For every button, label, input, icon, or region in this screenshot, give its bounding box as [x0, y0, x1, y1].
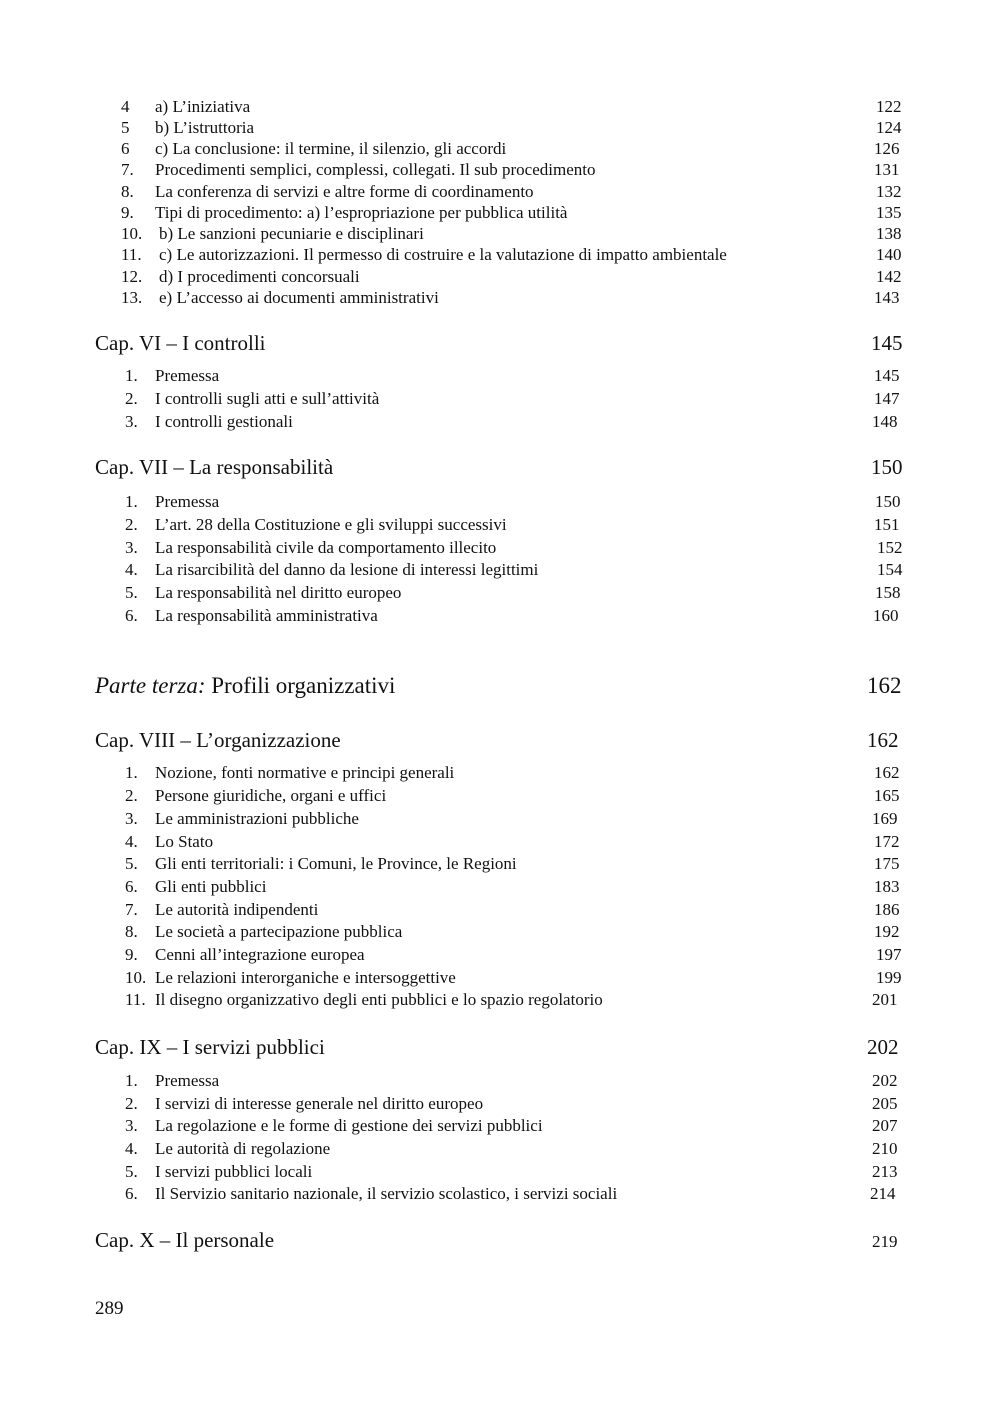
entry-page: 148	[872, 412, 898, 431]
entry-number: 6.	[125, 877, 138, 896]
entry-title: b) L’istruttoria	[155, 118, 254, 137]
entry-page: 160	[873, 606, 899, 625]
entry-title: Persone giuridiche, organi e uffici	[155, 786, 387, 805]
entry-title: I controlli gestionali	[155, 412, 293, 431]
toc-entry	[0, 266, 1000, 288]
entry-title: b) Le sanzioni pecuniarie e disciplinari	[159, 224, 424, 243]
toc-entry	[0, 853, 1000, 875]
entry-number: 7.	[121, 160, 134, 179]
toc-entry	[0, 1161, 1000, 1183]
entry-page: 205	[872, 1094, 898, 1113]
entry-title: Gli enti pubblici	[155, 877, 267, 896]
toc-entry	[0, 1138, 1000, 1160]
toc-entry	[0, 605, 1000, 627]
entry-title: Le autorità di regolazione	[155, 1139, 331, 1158]
entry-page: 138	[876, 224, 902, 243]
entry-page: 207	[872, 1116, 898, 1135]
entry-number: 1.	[125, 763, 138, 782]
chapter-heading	[0, 726, 1000, 754]
entry-title: La regolazione e le forme di gestione dei servizi pubblici	[155, 1116, 543, 1135]
entry-title: Il disegno organizzativo degli enti pubblici e lo spazio regolatorio	[155, 990, 603, 1009]
entry-title: La conferenza di servizi e altre forme di coordinamento	[155, 182, 534, 201]
entry-title: Procedimenti semplici, complessi, collegati. Il sub procedimento	[155, 160, 596, 179]
toc-entry	[0, 159, 1000, 181]
entry-page: 126	[874, 139, 900, 158]
chapter-title: Cap. IX – I servizi pubblici	[95, 1035, 325, 1059]
chapter-heading	[0, 453, 1000, 481]
toc-entry	[0, 1070, 1000, 1092]
entry-title: Lo Stato	[155, 832, 214, 851]
toc-entry	[0, 117, 1000, 139]
entry-page: 154	[877, 560, 903, 579]
entry-number: 2.	[125, 1094, 138, 1113]
toc-entry	[0, 785, 1000, 807]
entry-number: 8.	[121, 182, 134, 201]
chapter-page: 162	[867, 728, 899, 752]
entry-number: 4.	[125, 560, 138, 579]
entry-title: Premessa	[155, 1071, 220, 1090]
entry-title: e) L’accesso ai documenti amministrativi	[159, 288, 439, 307]
entry-page: 143	[874, 288, 900, 307]
entry-title: c) Le autorizzazioni. Il permesso di costruire e la valutazione di impatto ambientale	[159, 245, 727, 264]
entry-title: I controlli sugli atti e sull’attività	[155, 389, 380, 408]
entry-page: 142	[876, 267, 902, 286]
entry-page: 150	[875, 492, 901, 511]
entry-number: 3.	[125, 1116, 138, 1135]
toc-entry	[0, 899, 1000, 921]
toc-entry	[0, 582, 1000, 604]
entry-title: Il Servizio sanitario nazionale, il servizio scolastico, i servizi sociali	[155, 1184, 618, 1203]
toc-entry	[0, 559, 1000, 581]
entry-number: 10.	[125, 968, 147, 987]
part-heading	[0, 671, 1000, 701]
toc-entry	[0, 244, 1000, 266]
entry-title: Nozione, fonti normative e principi generali	[155, 763, 455, 782]
entry-page: 214	[870, 1184, 896, 1203]
entry-title: I servizi di interesse generale nel diritto europeo	[155, 1094, 484, 1113]
toc-entry	[0, 944, 1000, 966]
toc-entry	[0, 921, 1000, 943]
entry-title: Premessa	[155, 492, 220, 511]
entry-page: 158	[875, 583, 901, 602]
part-heading-text	[95, 671, 395, 701]
entry-number: 4	[121, 97, 130, 116]
entry-title: Le amministrazioni pubbliche	[155, 809, 359, 828]
entry-page: 147	[874, 389, 900, 408]
entry-page: 151	[874, 515, 900, 534]
entry-number: 11.	[121, 245, 142, 264]
entry-page: 169	[872, 809, 898, 828]
toc-entry	[0, 1093, 1000, 1115]
entry-page: 122	[876, 97, 902, 116]
entry-page: 175	[874, 854, 900, 873]
entry-page: 186	[874, 900, 900, 919]
chapter-heading	[0, 1226, 1000, 1254]
entry-title: La risarcibilità del danno da lesione di interessi legittimi	[155, 560, 539, 579]
entry-number: 13.	[121, 288, 143, 307]
entry-page: 131	[874, 160, 900, 179]
entry-number: 2.	[125, 515, 138, 534]
entry-number: 4.	[125, 1139, 138, 1158]
toc-entry	[0, 514, 1000, 536]
entry-number: 4.	[125, 832, 138, 851]
toc-entry	[0, 967, 1000, 989]
entry-title: La responsabilità civile da comportamento illecito	[155, 538, 497, 557]
chapter-heading	[0, 1033, 1000, 1061]
entry-page: 172	[874, 832, 900, 851]
chapter-title: Cap. VI – I controlli	[95, 331, 266, 355]
entry-number: 5.	[125, 583, 138, 602]
toc-entry	[0, 223, 1000, 245]
toc-entry	[0, 287, 1000, 309]
entry-page: 199	[876, 968, 902, 987]
entry-page: 152	[877, 538, 903, 557]
entry-title: L’art. 28 della Costituzione e gli sviluppi successivi	[155, 515, 507, 534]
chapter-page: 202	[867, 1035, 899, 1059]
entry-page: 192	[874, 922, 900, 941]
toc-entry	[0, 138, 1000, 160]
entry-title: Cenni all’integrazione europea	[155, 945, 365, 964]
chapter-heading	[0, 329, 1000, 357]
toc-entry	[0, 876, 1000, 898]
entry-number: 1.	[125, 492, 138, 511]
entry-number: 9.	[121, 203, 134, 222]
chapter-title: Cap. VII – La responsabilità	[95, 455, 334, 479]
entry-page: 210	[872, 1139, 898, 1158]
entry-number: 7.	[125, 900, 138, 919]
chapter-page: 150	[871, 455, 903, 479]
entry-title: c) La conclusione: il termine, il silenzio, gli accordi	[155, 139, 507, 158]
chapter-page: 145	[871, 331, 903, 355]
page-number: 289	[95, 1298, 124, 1319]
entry-number: 3.	[125, 412, 138, 431]
entry-number: 6	[121, 139, 130, 158]
entry-number: 1.	[125, 366, 138, 385]
toc-entry	[0, 96, 1000, 118]
toc-entry	[0, 537, 1000, 559]
entry-number: 6.	[125, 606, 138, 625]
entry-number: 8.	[125, 922, 138, 941]
entry-page: 135	[876, 203, 902, 222]
entry-number: 5.	[125, 854, 138, 873]
entry-page: 162	[874, 763, 900, 782]
entry-title: Le relazioni interorganiche e intersoggettive	[155, 968, 456, 987]
entry-page: 202	[872, 1071, 898, 1090]
entry-title: a) L’iniziativa	[155, 97, 251, 116]
entry-title: Le autorità indipendenti	[155, 900, 319, 919]
entry-page: 183	[874, 877, 900, 896]
entry-title: Gli enti territoriali: i Comuni, le Province, le Regioni	[155, 854, 517, 873]
toc-entry	[0, 1183, 1000, 1205]
entry-title: Le società a partecipazione pubblica	[155, 922, 403, 941]
entry-page: 140	[876, 245, 902, 264]
entry-number: 3.	[125, 538, 138, 557]
entry-title: La responsabilità amministrativa	[155, 606, 378, 625]
part-label: Parte terza:	[95, 673, 206, 698]
toc-entry	[0, 808, 1000, 830]
toc-entry	[0, 411, 1000, 433]
entry-number: 10.	[121, 224, 143, 243]
entry-title: La responsabilità nel diritto europeo	[155, 583, 402, 602]
entry-title: Tipi di procedimento: a) l’espropriazione per pubblica utilità	[155, 203, 568, 222]
entry-number: 2.	[125, 389, 138, 408]
chapter-page: 219	[872, 1232, 898, 1251]
entry-page: 124	[876, 118, 902, 137]
toc-entry	[0, 762, 1000, 784]
part-title: Profili organizzativi	[211, 673, 396, 698]
entry-number: 9.	[125, 945, 138, 964]
toc-entry	[0, 365, 1000, 387]
chapter-title: Cap. VIII – L’organizzazione	[95, 728, 341, 752]
toc-entry	[0, 202, 1000, 224]
entry-page: 145	[874, 366, 900, 385]
entry-number: 12.	[121, 267, 143, 286]
toc-entry	[0, 388, 1000, 410]
entry-page: 165	[874, 786, 900, 805]
entry-title: Premessa	[155, 366, 220, 385]
entry-number: 5.	[125, 1162, 138, 1181]
chapter-title: Cap. X – Il personale	[95, 1228, 275, 1252]
entry-number: 5	[121, 118, 130, 137]
part-page: 162	[867, 673, 902, 698]
toc-entry	[0, 831, 1000, 853]
entry-page: 201	[872, 990, 898, 1009]
entry-page: 132	[876, 182, 902, 201]
entry-number: 11.	[125, 990, 146, 1009]
entry-number: 6.	[125, 1184, 138, 1203]
entry-number: 3.	[125, 809, 138, 828]
entry-page: 197	[876, 945, 902, 964]
toc-entry	[0, 491, 1000, 513]
toc-entry	[0, 1115, 1000, 1137]
toc-entry	[0, 181, 1000, 203]
entry-number: 2.	[125, 786, 138, 805]
entry-title: I servizi pubblici locali	[155, 1162, 313, 1181]
toc-entry	[0, 989, 1000, 1011]
entry-number: 1.	[125, 1071, 138, 1090]
entry-title: d) I procedimenti concorsuali	[159, 267, 360, 286]
entry-page: 213	[872, 1162, 898, 1181]
